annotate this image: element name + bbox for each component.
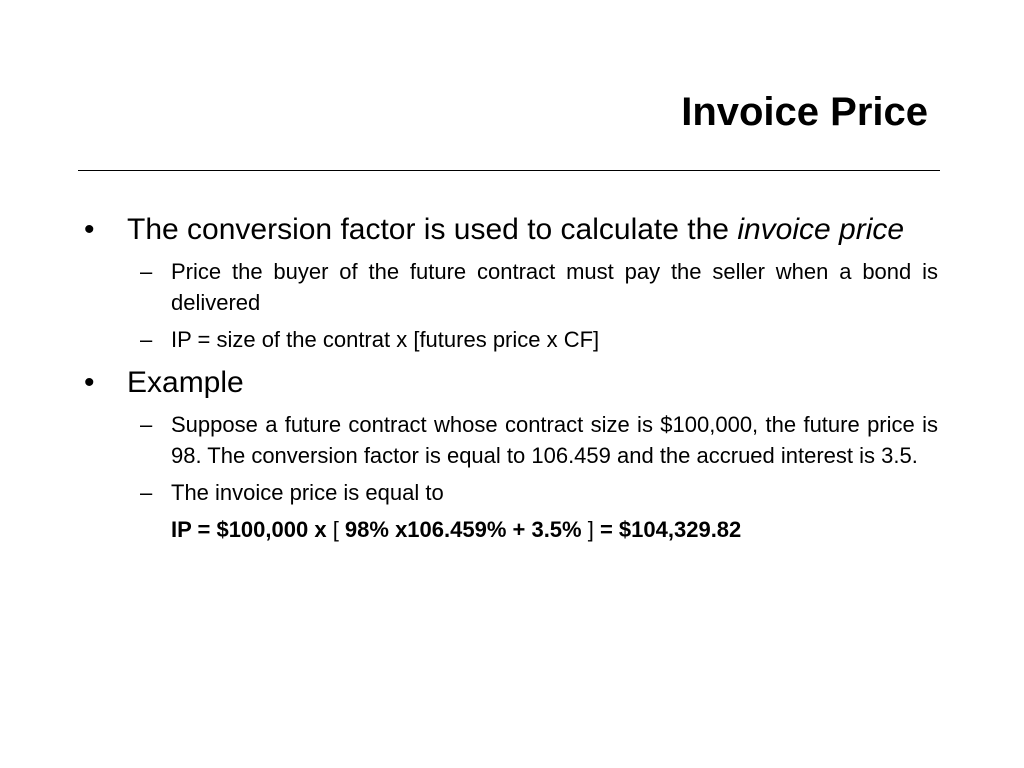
slide-title: Invoice Price: [681, 90, 928, 134]
bullet-conversion-factor: [82, 210, 938, 250]
dash-marker: –: [140, 480, 153, 505]
formula-open-bracket: [: [332, 517, 339, 542]
sub-bullet-text: The invoice price is equal to: [171, 480, 444, 505]
slide-body: [82, 210, 938, 551]
dash-marker: –: [140, 259, 153, 284]
dash-marker: –: [140, 412, 153, 437]
sub-bullet-ip-formula: [82, 324, 938, 355]
sub-bullet-price-definition: [82, 256, 938, 318]
formula-result: = $104,329.82: [593, 517, 742, 542]
sub-bullet-invoice-equal: [82, 477, 938, 508]
bullet-marker: •: [84, 213, 95, 246]
dash-marker: –: [140, 327, 153, 352]
bullet-emphasis: invoice price: [737, 213, 905, 246]
bullet-marker: •: [84, 366, 95, 399]
bullet-example: [82, 363, 938, 403]
sub-bullet-text: Suppose a future contract whose contract size is $100,000, the future price is 98. The conversion factor is equal to 106.459 and the accrued interest is 3.5.: [171, 412, 938, 468]
bullet-text: Example: [127, 366, 244, 399]
title-divider: [78, 170, 940, 171]
formula-part-1: IP = $100,000 x: [171, 517, 333, 542]
invoice-price-calculation: [82, 514, 938, 545]
sub-bullet-text: IP = size of the contrat x [futures price x CF]: [171, 327, 600, 352]
sub-bullet-example-setup: [82, 409, 938, 471]
formula-close-bracket: ]: [587, 517, 594, 542]
formula-part-2: 98% x106.459% + 3.5%: [338, 517, 588, 542]
bullet-text: The conversion factor is used to calculate the: [127, 213, 738, 246]
sub-bullet-text: Price the buyer of the future contract must pay the seller when a bond is delivered: [171, 259, 938, 315]
